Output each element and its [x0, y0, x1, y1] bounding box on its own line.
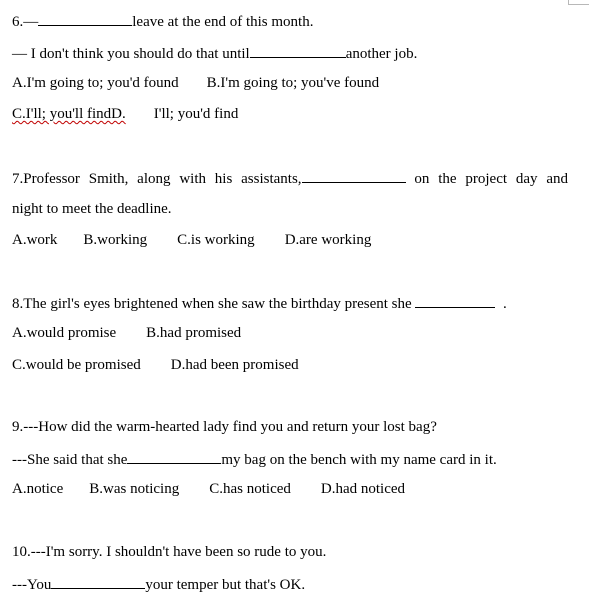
answer-blank[interactable]	[38, 11, 132, 26]
answer-blank[interactable]	[51, 574, 145, 589]
option-a[interactable]: A.would promise	[12, 325, 117, 341]
question-6-options-row1	[12, 74, 379, 92]
option-b[interactable]: B.working	[83, 232, 148, 248]
page-corner-mark	[568, 0, 589, 5]
question-6-stem-line2: — I don't think you should do that until another job.	[12, 43, 417, 61]
answer-blank[interactable]	[302, 168, 406, 183]
answer-blank[interactable]	[127, 449, 221, 464]
question-10-stem-line1: 10.---I'm sorry. I shouldn't have been so rude to you.	[12, 544, 327, 560]
question-9-stem-line2: ---She said that she my bag on the bench with my name card in it.	[12, 449, 497, 467]
option-b[interactable]: B.had promised	[146, 325, 242, 341]
question-10-stem-line2: ---You your temper but that's OK.	[12, 574, 305, 592]
option-d[interactable]: D.are working	[284, 232, 372, 248]
option-d[interactable]: D.had been promised	[170, 357, 299, 373]
question-9-stem-line1: 9.---How did the warm-hearted lady find you and return your lost bag?	[12, 419, 437, 435]
option-c[interactable]: C.is working	[177, 232, 255, 248]
question-6-options-row2	[12, 105, 238, 123]
option-c[interactable]: C.has noticed	[209, 481, 291, 497]
option-a[interactable]: A.work	[12, 232, 58, 248]
option-b[interactable]: B.I'm going to; you've found	[206, 75, 380, 91]
question-7-options	[12, 231, 371, 249]
option-c[interactable]: C.I'll; you'll findD.	[12, 106, 126, 122]
answer-blank[interactable]	[250, 43, 346, 58]
answer-blank[interactable]	[415, 293, 495, 308]
question-7-stem-line1: 7.Professor Smith, along with his assistants, on the project day and	[12, 168, 568, 186]
option-d[interactable]: I'll; you'd find	[153, 106, 239, 122]
option-b[interactable]: B.was noticing	[89, 481, 180, 497]
question-6-stem-line1: 6.— leave at the end of this month.	[12, 11, 313, 29]
option-c[interactable]: C.would be promised	[12, 357, 141, 373]
option-d[interactable]: D.had noticed	[320, 481, 406, 497]
option-a[interactable]: A.I'm going to; you'd found	[12, 75, 179, 91]
question-8-options-row1	[12, 324, 241, 342]
question-7-stem-line2: night to meet the deadline.	[12, 201, 172, 217]
question-8-stem: 8.The girl's eyes brightened when she saw the birthday present she .	[12, 293, 507, 311]
question-8-options-row2	[12, 356, 299, 374]
question-9-options	[12, 480, 405, 498]
option-a[interactable]: A.notice	[12, 481, 64, 497]
